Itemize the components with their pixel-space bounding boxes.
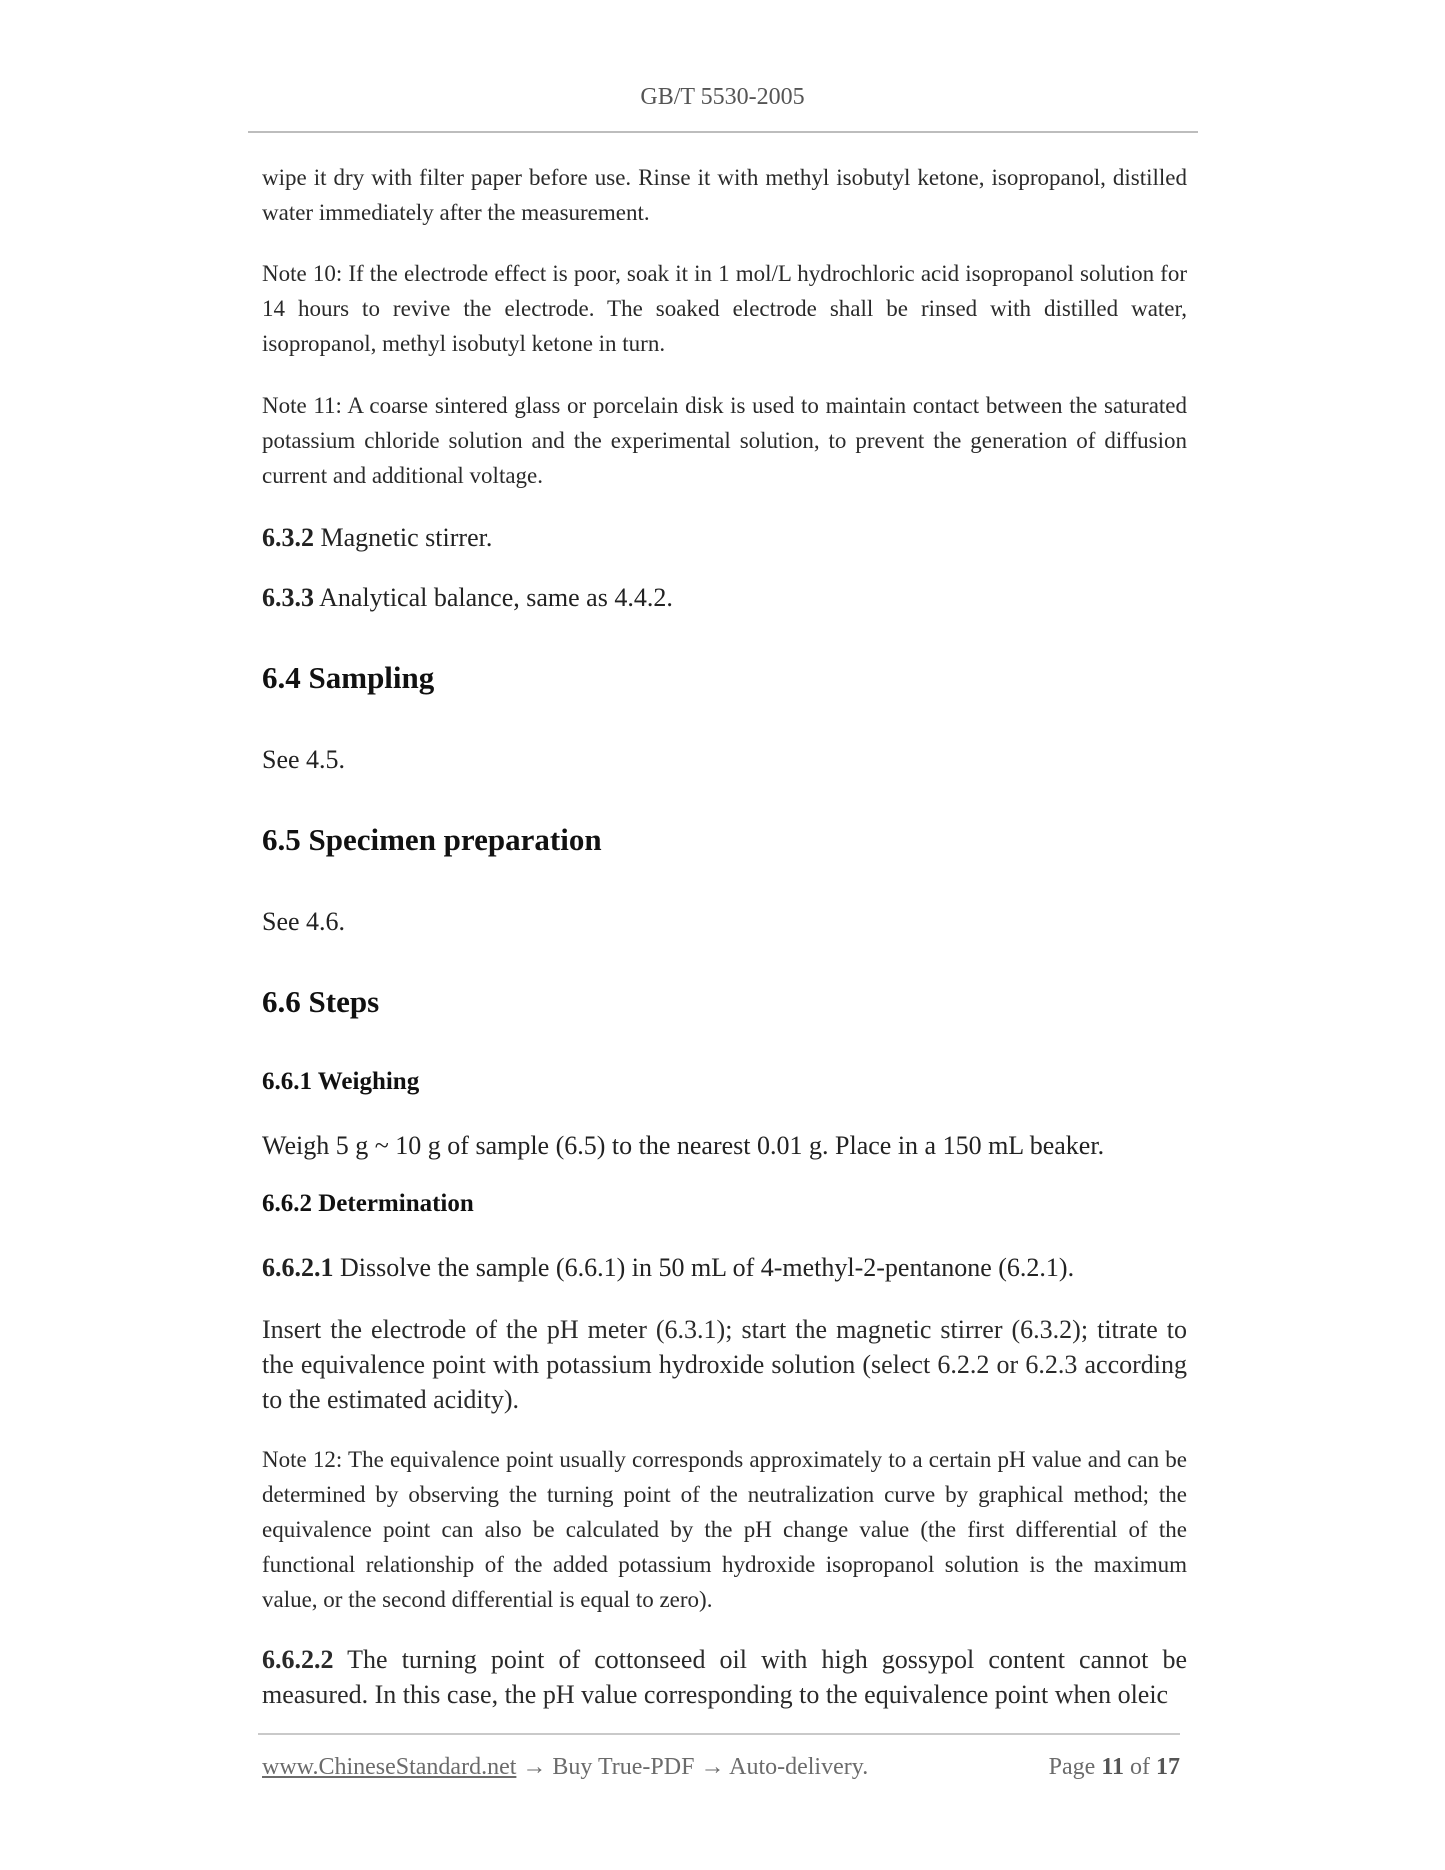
note-10: Note 10: If the electrode effect is poor, soak it in 1 mol/L hydrochloric acid isopropanol solution for 14 hours to revive the electrode. The soaked electrode shall be rinsed with distilled water, isopropanol, methyl isobutyl ketone in turn. <box>262 261 1187 356</box>
of-label: of <box>1130 1754 1150 1780</box>
note-12: Note 12: The equivalence point usually corresponds approximately to a certain pH value and can be determined by observing the turning point of the neutralization curve by graphical method; the equivalence point can also be calculated by the pH change value (the first differential of the functional relationship of the added potassium hydroxide isopropanol solution is the maximum value, or the second differential is equal to zero). <box>262 1447 1187 1612</box>
subsection-heading-6-6-1: 6.6.1 Weighing <box>262 1068 420 1095</box>
clause-text: Analytical balance, same as 4.4.2. <box>314 583 673 612</box>
page-total: 17 <box>1156 1754 1180 1780</box>
clause-text: Dissolve the sample (6.6.1) in 50 mL of 4-methyl-2-pentanone (6.2.1). <box>333 1253 1075 1282</box>
footer-tagline: → Buy True-PDF → Auto-delivery. <box>516 1754 869 1780</box>
site-link[interactable]: www.ChineseStandard.net <box>262 1754 517 1780</box>
clause-text: Magnetic stirrer. <box>314 523 493 552</box>
clause-6-6-2-2 <box>262 1642 1187 1712</box>
note-11: Note 11: A coarse sintered glass or porcelain disk is used to maintain contact between the saturated potassium chloride solution and the experimental solution, to prevent the generation of diffusion current and additional voltage. <box>262 393 1187 488</box>
clause-number: 6.6.2.2 <box>262 1645 334 1674</box>
clause-number: 6.6.2.1 <box>262 1253 334 1282</box>
see-4-5: See 4.5. <box>262 745 346 774</box>
clause-6-3-3 <box>262 580 1187 615</box>
section-heading-6-6: 6.6 Steps <box>262 984 380 1019</box>
page-footer <box>262 1754 1180 1781</box>
page-header-title: GB/T 5530-2005 <box>640 84 805 110</box>
clause-number: 6.3.3 <box>262 583 314 612</box>
page-indicator <box>1049 1754 1180 1781</box>
see-4-6: See 4.6. <box>262 907 346 936</box>
section-heading-6-4: 6.4 Sampling <box>262 660 435 695</box>
clause-number: 6.3.2 <box>262 523 314 552</box>
clause-6-3-2 <box>262 520 1187 555</box>
footer-divider <box>258 1733 1180 1735</box>
paragraph-wipe: wipe it dry with filter paper before use. Rinse it with methyl isobutyl ketone, isopropanol, distilled water immediately after the measurement. <box>262 165 1187 225</box>
header-divider <box>248 131 1198 133</box>
subsection-heading-6-6-2: 6.6.2 Determination <box>262 1190 474 1217</box>
page-label: Page <box>1048 1754 1096 1780</box>
clause-text: The turning point of cottonseed oil with high gossypol content cannot be measured. In this case, the pH value corresponding to the equivalence point when oleic <box>262 1645 1187 1709</box>
clause-6-6-2-1 <box>262 1250 1187 1285</box>
paragraph-insert-electrode: Insert the electrode of the pH meter (6.3.1); start the magnetic stirrer (6.3.2); titrate to the equivalence point with potassium hydroxide solution (select 6.2.2 or 6.2.3 according to the estimated acidity). <box>262 1315 1187 1414</box>
section-heading-6-5: 6.5 Specimen preparation <box>262 822 602 857</box>
page-number: 11 <box>1101 1754 1124 1780</box>
paragraph-weigh: Weigh 5 g ~ 10 g of sample (6.5) to the nearest 0.01 g. Place in a 150 mL beaker. <box>262 1131 1105 1160</box>
